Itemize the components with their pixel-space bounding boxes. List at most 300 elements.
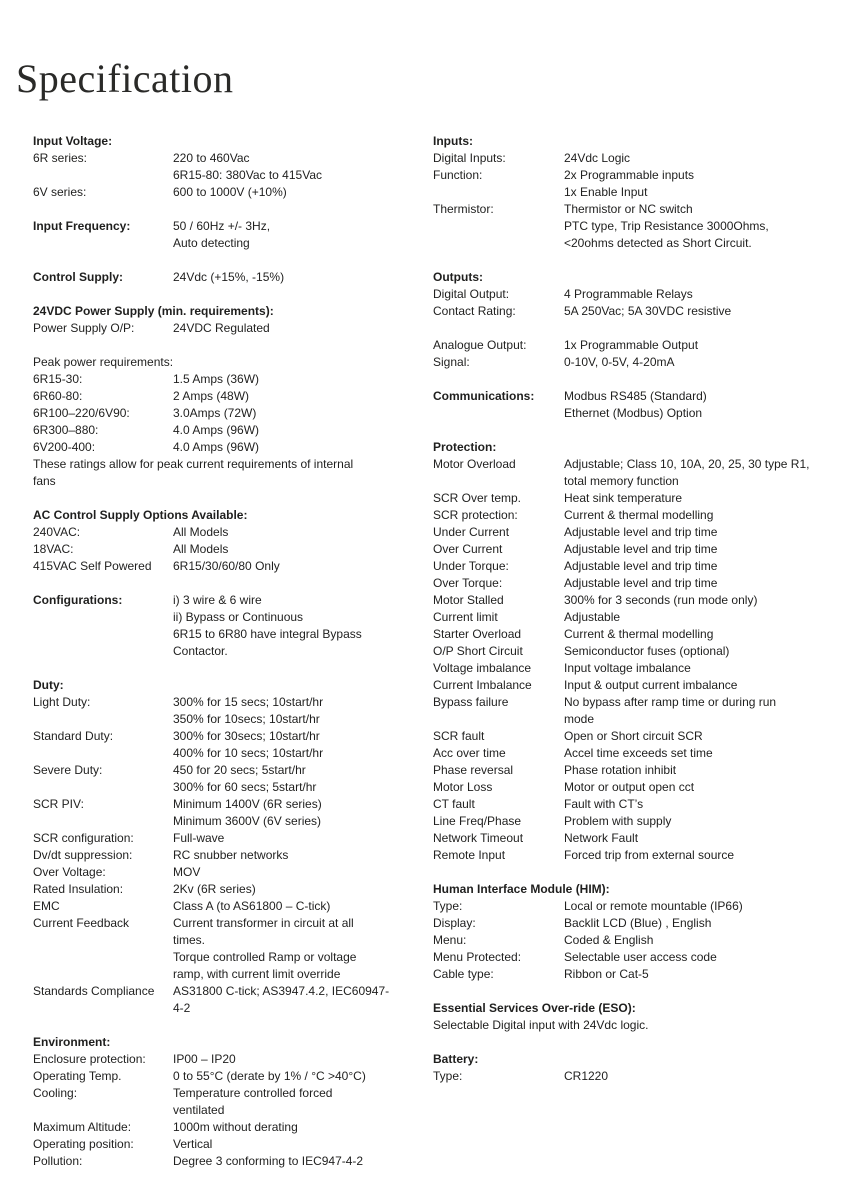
- spec-value: [564, 915, 859, 932]
- spec-paragraph: [433, 1017, 859, 1034]
- spec-row: [33, 558, 433, 575]
- spec-label: Acc over time: [433, 746, 506, 760]
- spec-value: [564, 745, 859, 762]
- spec-row: [433, 558, 859, 575]
- spec-value: [173, 422, 433, 439]
- spec-value: [173, 558, 433, 575]
- section-duty: [33, 677, 433, 1017]
- spec-row: [433, 915, 859, 932]
- spec-value-line: 4-2: [173, 1001, 191, 1015]
- spec-row: [433, 167, 859, 201]
- spec-row: [33, 847, 433, 864]
- spec-value: [173, 1085, 433, 1119]
- spec-value-line: Heat sink temperature: [564, 491, 683, 505]
- spec-row: [433, 898, 859, 915]
- spec-label: Under Current: [433, 525, 510, 539]
- spec-value: [564, 643, 859, 660]
- spec-row: [433, 507, 859, 524]
- section-configurations: [33, 592, 433, 660]
- spec-value-line: total memory function: [564, 474, 679, 488]
- spec-value: [173, 592, 433, 660]
- spec-value-line: No bypass after ramp time or during run: [564, 695, 777, 709]
- spec-value: [564, 558, 859, 575]
- spec-row: [33, 728, 433, 762]
- spec-value: [564, 898, 859, 915]
- spec-row: [33, 694, 433, 728]
- section-subheader: Peak power requirements:: [33, 355, 174, 369]
- spec-value-line: Vertical: [173, 1137, 213, 1151]
- spec-row: [433, 660, 859, 677]
- spec-value-line: Current transformer in circuit at all: [173, 916, 354, 930]
- spec-value-line: Backlit LCD (Blue) , English: [564, 916, 712, 930]
- spec-label: Function:: [433, 168, 483, 182]
- spec-value: [564, 796, 859, 813]
- spec-row: [433, 1068, 859, 1085]
- spec-row: [33, 1153, 433, 1170]
- spec-value: [564, 524, 859, 541]
- section-header: AC Control Supply Options Available:: [33, 508, 248, 522]
- spec-value: [173, 830, 433, 847]
- spec-value-line: 6R15/30/60/80 Only: [173, 559, 280, 573]
- spec-label: 18VAC:: [33, 542, 74, 556]
- spec-value-line: Current & thermal modelling: [564, 508, 714, 522]
- spec-label: CT fault: [433, 797, 475, 811]
- spec-label: 6R60-80:: [33, 389, 83, 403]
- spec-value: [173, 983, 433, 1017]
- spec-label: Motor Loss: [433, 780, 493, 794]
- spec-value: [564, 150, 859, 167]
- page-title: Specification: [16, 56, 234, 101]
- spec-value-line: Fault with CT’s: [564, 797, 644, 811]
- spec-value-line: 450 for 20 secs; 5start/hr: [173, 763, 306, 777]
- spec-row: [433, 813, 859, 830]
- spec-label: Display:: [433, 916, 476, 930]
- spec-row: [433, 456, 859, 490]
- spec-value-line: 24VDC Regulated: [173, 321, 270, 335]
- spec-value-line: Coded & English: [564, 933, 654, 947]
- spec-value: [173, 184, 433, 201]
- section-header: Outputs:: [433, 270, 483, 284]
- spec-value-line: Semiconductor fuses (optional): [564, 644, 730, 658]
- section-gap: [33, 1017, 433, 1034]
- spec-label: 6V200-400:: [33, 440, 96, 454]
- spec-label: Severe Duty:: [33, 763, 103, 777]
- spec-value: [173, 796, 433, 830]
- spec-row: [33, 1119, 433, 1136]
- spec-column-left: [33, 133, 433, 1170]
- spec-value-line: 2x Programmable inputs: [564, 168, 695, 182]
- section-gap: [33, 286, 433, 303]
- spec-value: [564, 337, 859, 354]
- spec-value-line: 400% for 10 secs; 10start/hr: [173, 746, 324, 760]
- spec-row: [33, 1051, 433, 1068]
- spec-value-line: Adjustable level and trip time: [564, 542, 718, 556]
- spec-column-right: [433, 133, 859, 1085]
- spec-label: Maximum Altitude:: [33, 1120, 132, 1134]
- spec-value: [173, 694, 433, 728]
- spec-value-line: 24Vdc Logic: [564, 151, 631, 165]
- spec-label: Motor Overload: [433, 457, 516, 471]
- spec-value: [564, 592, 859, 609]
- spec-value: [564, 490, 859, 507]
- spec-label: Input Frequency:: [33, 219, 131, 233]
- spec-label: Starter Overload: [433, 627, 522, 641]
- spec-value-line: 4.0 Amps (96W): [173, 440, 260, 454]
- section-gap: [33, 575, 433, 592]
- spec-value: [564, 575, 859, 592]
- spec-row: [33, 1136, 433, 1153]
- spec-value-line: 1x Programmable Output: [564, 338, 699, 352]
- spec-value: [564, 541, 859, 558]
- spec-row: [433, 626, 859, 643]
- spec-label: 6R100–220/6V90:: [33, 406, 130, 420]
- spec-value: [564, 388, 859, 422]
- spec-label: 6R300–880:: [33, 423, 99, 437]
- spec-label: 6V series:: [33, 185, 87, 199]
- spec-value: [564, 626, 859, 643]
- spec-label: Pollution:: [33, 1154, 83, 1168]
- section-gap: [33, 490, 433, 507]
- spec-value: [173, 1051, 433, 1068]
- spec-value-line: 24Vdc (+15%, -15%): [173, 270, 285, 284]
- spec-label: Phase reversal: [433, 763, 514, 777]
- section-battery: [433, 1051, 859, 1085]
- spec-value-line: All Models: [173, 525, 229, 539]
- spec-value-line: ramp, with current limit override: [173, 967, 341, 981]
- spec-row: [433, 609, 859, 626]
- spec-value-line: Selectable user access code: [564, 950, 717, 964]
- spec-label: 415VAC Self Powered: [33, 559, 152, 573]
- section-header: Human Interface Module (HIM):: [433, 882, 610, 896]
- spec-row: [33, 405, 433, 422]
- spec-value-line: Degree 3 conforming to IEC947-4-2: [173, 1154, 364, 1168]
- spec-row: [433, 932, 859, 949]
- spec-label: Menu:: [433, 933, 467, 947]
- spec-label: Rated Insulation:: [33, 882, 124, 896]
- spec-value: [564, 660, 859, 677]
- spec-value: [564, 354, 859, 371]
- spec-label: Current Imbalance: [433, 678, 532, 692]
- spec-value: [173, 1136, 433, 1153]
- spec-paragraph-line: fans: [33, 474, 56, 488]
- spec-value: [564, 847, 859, 864]
- spec-value-line: ii) Bypass or Continuous: [173, 610, 304, 624]
- section-gap: [433, 864, 859, 881]
- spec-row: [433, 745, 859, 762]
- spec-row: [33, 218, 433, 252]
- section-gap: [33, 252, 433, 269]
- section-gap: [433, 252, 859, 269]
- spec-row: [33, 184, 433, 201]
- spec-value: [564, 456, 859, 490]
- spec-label: SCR configuration:: [33, 831, 134, 845]
- spec-label: Current limit: [433, 610, 498, 624]
- spec-value: [564, 762, 859, 779]
- spec-value-line: 600 to 1000V (+10%): [173, 185, 287, 199]
- spec-value-line: 0 to 55°C (derate by 1% / °C >40°C): [173, 1069, 366, 1083]
- spec-label: Line Freq/Phase: [433, 814, 522, 828]
- spec-value: [564, 201, 859, 252]
- spec-value-line: mode: [564, 712, 595, 726]
- spec-value-line: 6R15 to 6R80 have integral Bypass: [173, 627, 362, 641]
- spec-label: Type:: [433, 1069, 463, 1083]
- spec-paragraph-line: Selectable Digital input with 24Vdc logic.: [433, 1018, 649, 1032]
- spec-row: [33, 1085, 433, 1119]
- section-input-voltage: [33, 133, 433, 201]
- spec-value-line: i) 3 wire & 6 wire: [173, 593, 262, 607]
- spec-label: Dv/dt suppression:: [33, 848, 133, 862]
- spec-label: Network Timeout: [433, 831, 524, 845]
- spec-row: [433, 966, 859, 983]
- spec-value-line: 3.0Amps (72W): [173, 406, 257, 420]
- spec-label: SCR fault: [433, 729, 485, 743]
- spec-value-line: times.: [173, 933, 206, 947]
- spec-row: [433, 388, 859, 422]
- spec-value: [173, 371, 433, 388]
- spec-value-line: Adjustable: [564, 610, 621, 624]
- spec-value-line: 300% for 60 secs; 5start/hr: [173, 780, 317, 794]
- section-human-interface-module: [433, 881, 859, 983]
- section-inputs: [433, 133, 859, 252]
- spec-row: [433, 847, 859, 864]
- spec-value: [564, 813, 859, 830]
- spec-row: [433, 575, 859, 592]
- section-environment: [33, 1034, 433, 1170]
- spec-row: [433, 949, 859, 966]
- spec-label: Control Supply:: [33, 270, 123, 284]
- section-24vdc-power-supply: [33, 303, 433, 337]
- spec-value-line: Thermistor or NC switch: [564, 202, 693, 216]
- section-gap: [433, 1034, 859, 1051]
- spec-value: [173, 218, 433, 252]
- section-header: Inputs:: [433, 134, 473, 148]
- spec-value: [173, 541, 433, 558]
- spec-row: [433, 592, 859, 609]
- spec-value: [564, 779, 859, 796]
- spec-label: Operating Temp.: [33, 1069, 122, 1083]
- spec-row: [433, 762, 859, 779]
- spec-value: [564, 694, 859, 728]
- spec-label: EMC: [33, 899, 60, 913]
- spec-value-line: Adjustable level and trip time: [564, 576, 718, 590]
- section-header: Environment:: [33, 1035, 111, 1049]
- spec-value-line: 300% for 15 secs; 10start/hr: [173, 695, 324, 709]
- spec-value-line: 6R15-80: 380Vac to 415Vac: [173, 168, 322, 182]
- spec-value-line: IP00 – IP20: [173, 1052, 236, 1066]
- section-essential-services-override: [433, 1000, 859, 1034]
- spec-label: Power Supply O/P:: [33, 321, 135, 335]
- spec-value: [564, 167, 859, 201]
- spec-value-line: Minimum 3600V (6V series): [173, 814, 322, 828]
- spec-row: [33, 762, 433, 796]
- spec-value-line: Phase rotation inhibit: [564, 763, 677, 777]
- spec-label: Analogue Output:: [433, 338, 527, 352]
- spec-value-line: 220 to 460Vac: [173, 151, 250, 165]
- spec-label: Standards Compliance: [33, 984, 155, 998]
- spec-value-line: RC snubber networks: [173, 848, 289, 862]
- spec-value-line: Auto detecting: [173, 236, 250, 250]
- spec-value-line: Open or Short circuit SCR: [564, 729, 703, 743]
- section-gap: [33, 201, 433, 218]
- spec-value-line: Input voltage imbalance: [564, 661, 691, 675]
- spec-label: Communications:: [433, 389, 535, 403]
- spec-row: [33, 864, 433, 881]
- spec-value: [564, 677, 859, 694]
- spec-row: [433, 541, 859, 558]
- spec-row: [33, 150, 433, 184]
- spec-value: [173, 524, 433, 541]
- spec-value: [564, 507, 859, 524]
- section-gap: [433, 422, 859, 439]
- spec-row: [33, 592, 433, 660]
- spec-row: [433, 490, 859, 507]
- section-header: Essential Services Over-ride (ESO):: [433, 1001, 636, 1015]
- spec-row: [433, 643, 859, 660]
- spec-row: [433, 337, 859, 354]
- spec-value-line: Ribbon or Cat-5: [564, 967, 649, 981]
- spec-row: [433, 303, 859, 320]
- section-gap: [33, 660, 433, 677]
- spec-value-line: PTC type, Trip Resistance 3000Ohms,: [564, 219, 769, 233]
- spec-value: [564, 609, 859, 626]
- spec-value: [173, 439, 433, 456]
- spec-row: [433, 796, 859, 813]
- spec-value-line: 0-10V, 0-5V, 4-20mA: [564, 355, 675, 369]
- spec-label: SCR protection:: [433, 508, 518, 522]
- section-gap: [433, 371, 859, 388]
- spec-row: [33, 422, 433, 439]
- spec-row: [433, 779, 859, 796]
- spec-row: [33, 320, 433, 337]
- section-peak-power-requirements: [33, 354, 433, 490]
- section-communications: [433, 388, 859, 422]
- spec-label: Under Torque:: [433, 559, 509, 573]
- spec-label: Light Duty:: [33, 695, 91, 709]
- spec-value-line: Adjustable level and trip time: [564, 559, 718, 573]
- spec-value-line: 350% for 10secs; 10start/hr: [173, 712, 320, 726]
- spec-value: [173, 728, 433, 762]
- spec-row: [433, 524, 859, 541]
- spec-value-line: 4 Programmable Relays: [564, 287, 693, 301]
- spec-value-line: Motor or output open cct: [564, 780, 695, 794]
- spec-row: [433, 354, 859, 371]
- spec-value-line: Current & thermal modelling: [564, 627, 714, 641]
- spec-value-line: Class A (to AS61800 – C-tick): [173, 899, 331, 913]
- spec-row: [33, 439, 433, 456]
- spec-row: [33, 524, 433, 541]
- spec-row: [33, 388, 433, 405]
- spec-value-line: Minimum 1400V (6R series): [173, 797, 322, 811]
- spec-row: [433, 150, 859, 167]
- spec-value: [173, 881, 433, 898]
- spec-label: O/P Short Circuit: [433, 644, 523, 658]
- spec-row: [433, 286, 859, 303]
- spec-label: 6R series:: [33, 151, 88, 165]
- spec-value: [173, 150, 433, 184]
- spec-row: [33, 269, 433, 286]
- spec-value-line: Torque controlled Ramp or voltage: [173, 950, 357, 964]
- section-header: 24VDC Power Supply (min. requirements):: [33, 304, 274, 318]
- spec-row: [33, 371, 433, 388]
- spec-label: SCR Over temp.: [433, 491, 522, 505]
- spec-label: Voltage imbalance: [433, 661, 532, 675]
- spec-row: [433, 830, 859, 847]
- spec-value: [173, 864, 433, 881]
- spec-value-line: Local or remote mountable (IP66): [564, 899, 743, 913]
- section-header: Battery:: [433, 1052, 479, 1066]
- spec-label: Operating position:: [33, 1137, 134, 1151]
- spec-value: [173, 762, 433, 796]
- spec-value: [564, 949, 859, 966]
- spec-value: [564, 830, 859, 847]
- spec-value-line: 1x Enable Input: [564, 185, 648, 199]
- spec-value-line: 300% for 30secs; 10start/hr: [173, 729, 320, 743]
- section-outputs: [433, 269, 859, 371]
- section-gap: [33, 337, 433, 354]
- spec-value: [173, 1119, 433, 1136]
- spec-row: [33, 830, 433, 847]
- spec-label: Cooling:: [33, 1086, 78, 1100]
- spec-value-line: Ethernet (Modbus) Option: [564, 406, 703, 420]
- spec-value: [173, 388, 433, 405]
- spec-label: Type:: [433, 899, 463, 913]
- spec-label: Signal:: [433, 355, 470, 369]
- section-header: Protection:: [433, 440, 497, 454]
- spec-value-line: AS31800 C-tick; AS3947.4.2, IEC60947-: [173, 984, 390, 998]
- spec-value-line: Full-wave: [173, 831, 225, 845]
- spec-value: [173, 320, 433, 337]
- spec-label: 240VAC:: [33, 525, 81, 539]
- spec-value-line: 2 Amps (48W): [173, 389, 250, 403]
- spec-value: [564, 303, 859, 320]
- spec-row: [433, 728, 859, 745]
- spec-value-line: Problem with supply: [564, 814, 672, 828]
- spec-value-line: 300% for 3 seconds (run mode only): [564, 593, 758, 607]
- spec-label: Over Voltage:: [33, 865, 106, 879]
- section-gap: [433, 983, 859, 1000]
- spec-row: [33, 898, 433, 915]
- spec-value: [564, 286, 859, 303]
- spec-label: Cable type:: [433, 967, 494, 981]
- spec-row: [433, 694, 859, 728]
- spec-value: [173, 915, 433, 983]
- spec-value: [564, 932, 859, 949]
- spec-label: Motor Stalled: [433, 593, 504, 607]
- spec-label: SCR PIV:: [33, 797, 84, 811]
- spec-paragraph-line: These ratings allow for peak current requirements of internal: [33, 457, 354, 471]
- spec-row: [433, 201, 859, 252]
- spec-row: [433, 677, 859, 694]
- spec-row: [33, 983, 433, 1017]
- spec-label: Thermistor:: [433, 202, 494, 216]
- spec-label: Over Torque:: [433, 576, 503, 590]
- spec-value-line: 1.5 Amps (36W): [173, 372, 260, 386]
- spec-label: Current Feedback: [33, 916, 130, 930]
- section-ac-control-supply-options: [33, 507, 433, 575]
- spec-label: Menu Protected:: [433, 950, 522, 964]
- spec-value-line: Adjustable level and trip time: [564, 525, 718, 539]
- spec-value-line: Modbus RS485 (Standard): [564, 389, 707, 403]
- spec-value-line: CR1220: [564, 1069, 609, 1083]
- spec-value: [564, 966, 859, 983]
- spec-value-line: 5A 250Vac; 5A 30VDC resistive: [564, 304, 732, 318]
- spec-value-line: Accel time exceeds set time: [564, 746, 713, 760]
- section-input-frequency: [33, 218, 433, 252]
- spec-label: Bypass failure: [433, 695, 509, 709]
- spec-value-line: 4.0 Amps (96W): [173, 423, 260, 437]
- spec-value-line: 2Kv (6R series): [173, 882, 256, 896]
- spec-value-line: Forced trip from external source: [564, 848, 735, 862]
